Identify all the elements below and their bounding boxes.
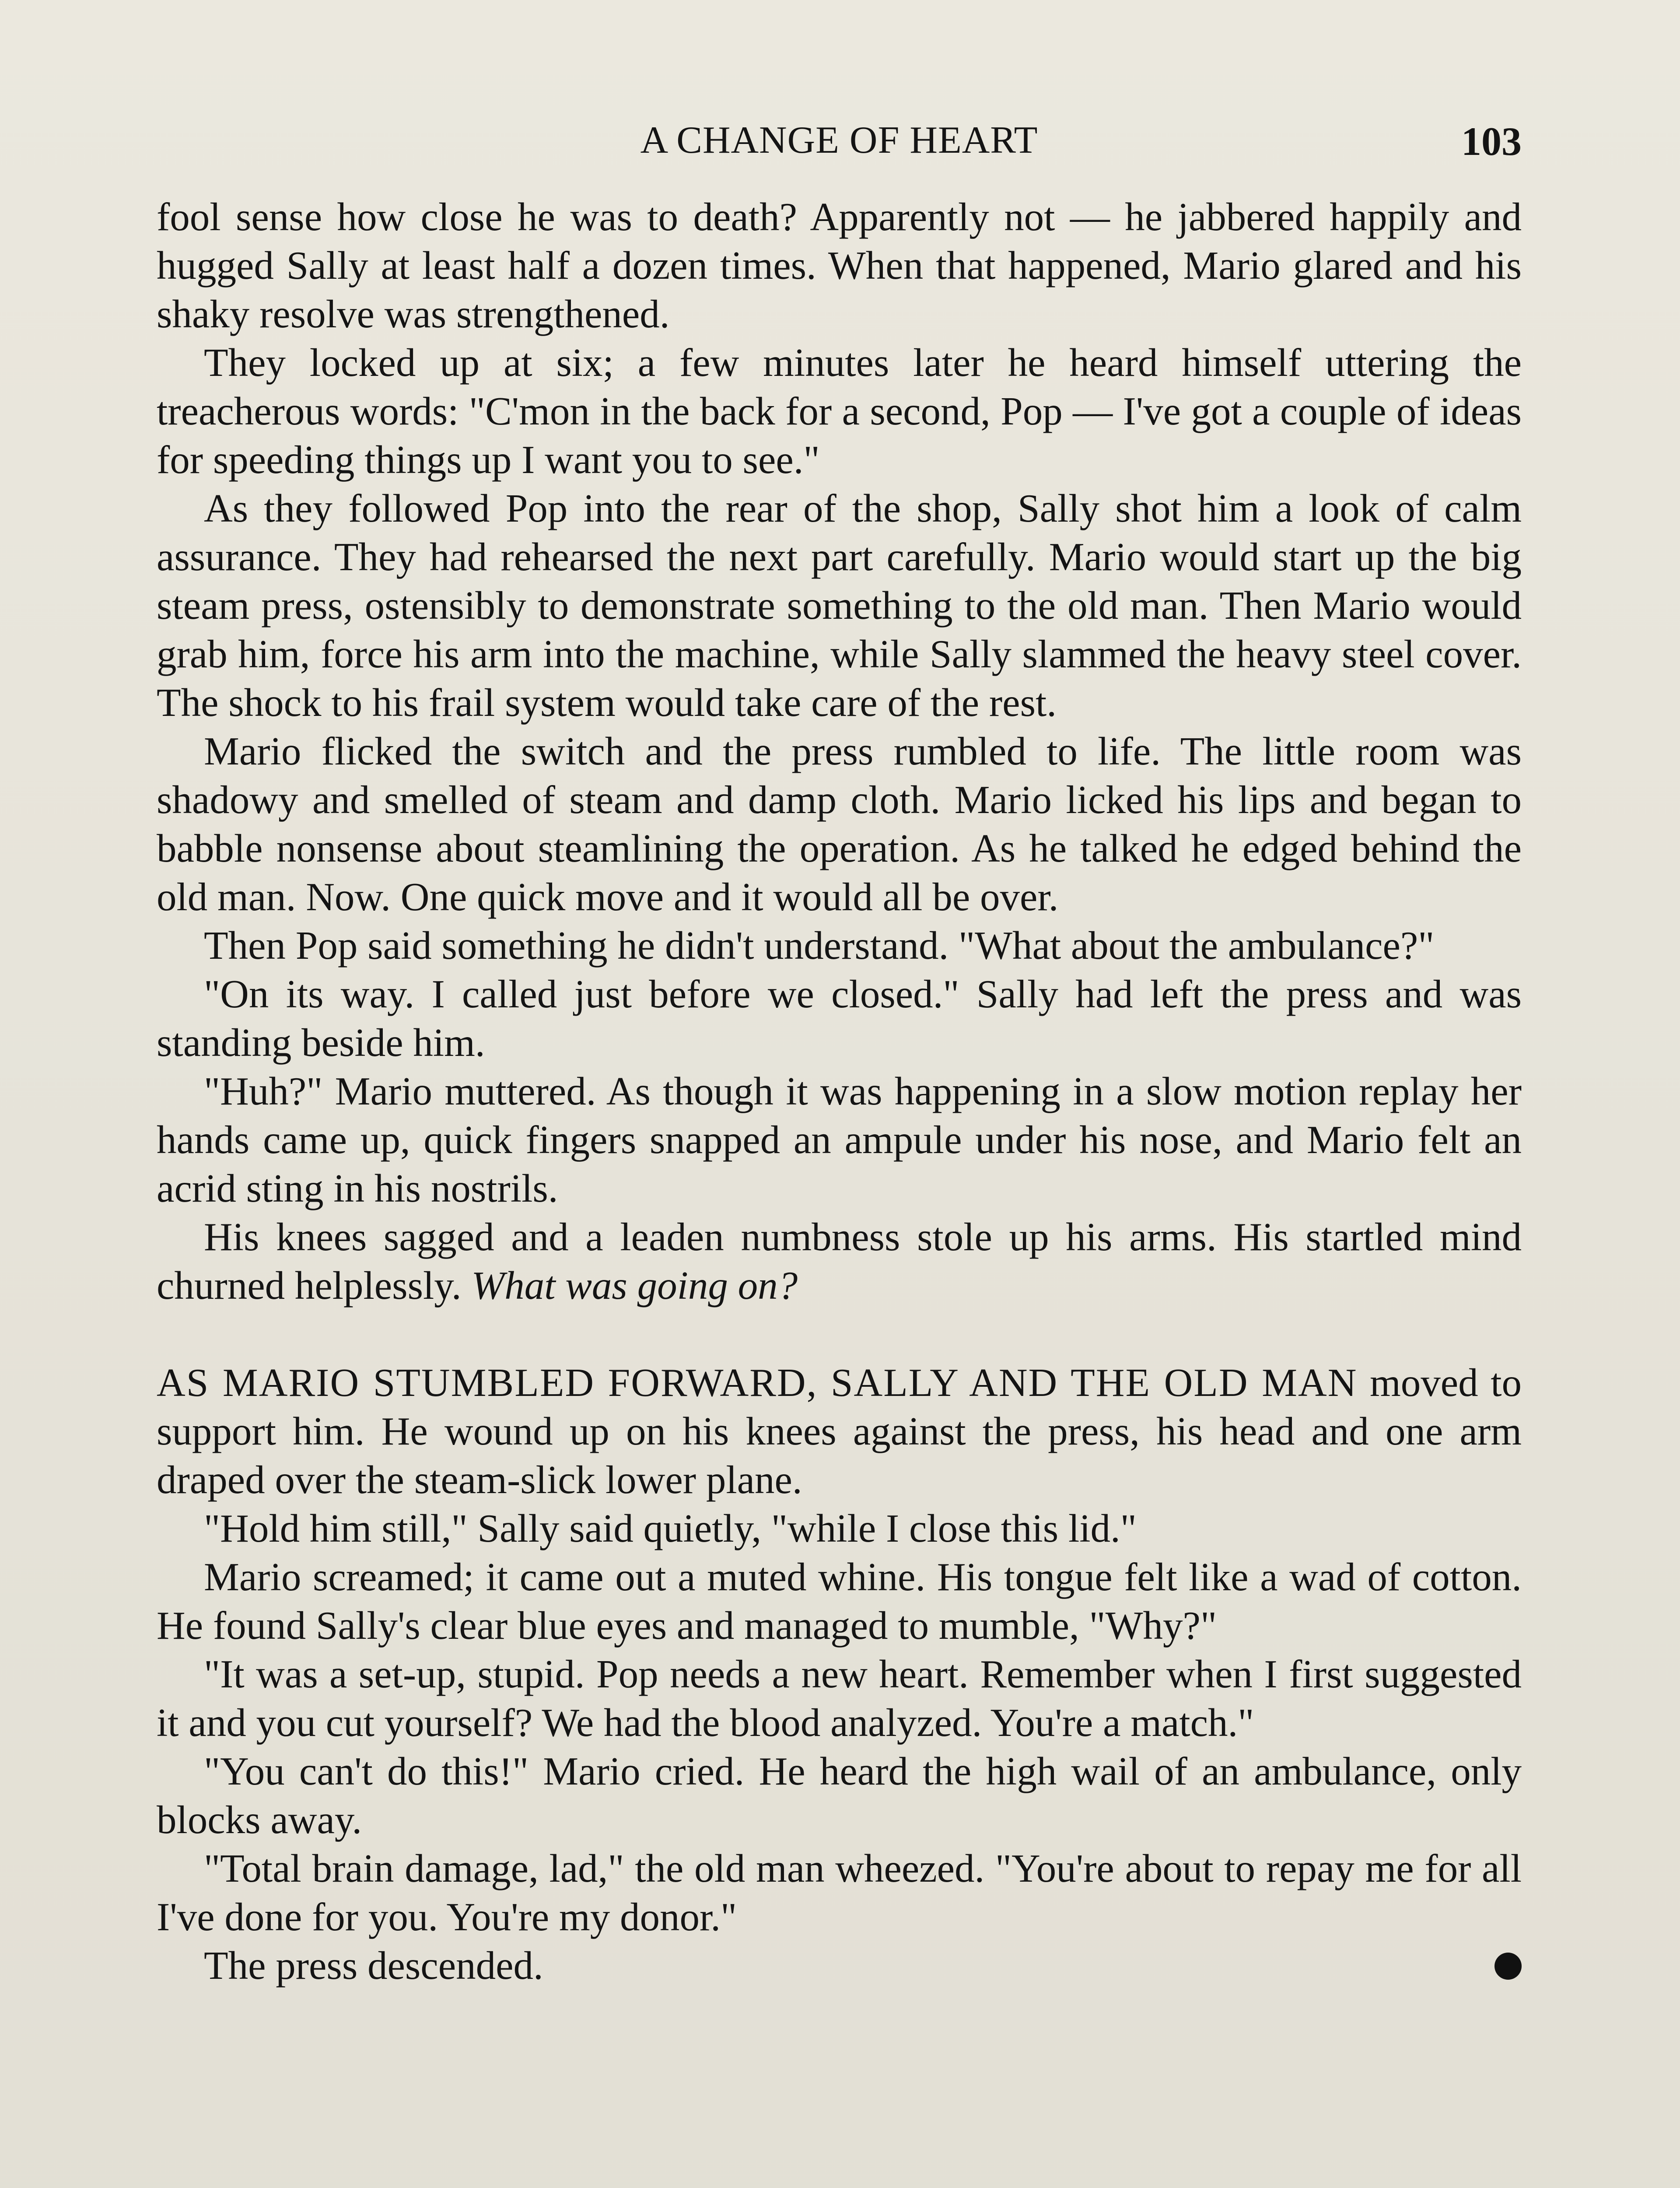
paragraph: Then Pop said something he didn't understand. "What about the ambulance?" <box>204 923 1435 968</box>
end-of-story-bullet-icon <box>1494 1953 1522 1980</box>
paragraph-text: The press descended. <box>204 1943 543 1988</box>
page-number: 103 <box>1461 119 1522 164</box>
small-caps-lead-in: AS MARIO STUMBLED FORWARD, SALLY AND THE OLD MAN <box>157 1360 1358 1405</box>
paragraph-text: moved to support him. He wound up on his knees against the press, his head and one arm draped over the steam-slick lower plane. <box>157 1360 1522 1502</box>
paragraph: "It was a set-up, stupid. Pop needs a new heart. Remember when I first suggested it and you cut yourself? We had the blood analyzed. You're a match." <box>157 1652 1522 1745</box>
paragraph: Mario screamed; it came out a muted whine. His tongue felt like a wad of cotton. He found Sally's clear blue eyes and managed to mumble, "Why?" <box>157 1555 1522 1648</box>
paragraph: fool sense how close he was to death? Apparently not — he jabbered happily and hugged Sally at least half a dozen times. When that happened, Mario glared and his shaky resolve was strengthened. <box>157 195 1522 336</box>
paragraph: "Hold him still," Sally said quietly, "while I close this lid." <box>204 1506 1137 1550</box>
paragraph: Mario flicked the switch and the press rumbled to life. The little room was shadowy and smelled of steam and damp cloth. Mario licked his lips and began to babble nonsense about steamlining the operation. As he talked he edged behind the old man. Now. One quick move and it would all be over. <box>157 729 1522 919</box>
story-text <box>157 193 1522 1990</box>
paragraph: "On its way. I called just before we closed." Sally had left the press and was standing beside him. <box>157 972 1522 1065</box>
section-opening-paragraph <box>157 1358 1522 1504</box>
paragraph: As they followed Pop into the rear of the shop, Sally shot him a look of calm assurance. They had rehearsed the next part carefully. Mario would start up the big steam press, ostensibly to demonstrate something to the old man. Then Mario would grab him, force his arm into the machine, while Sally slammed the heavy steel cover. The shock to his frail system would take care of the rest. <box>157 486 1522 725</box>
running-title: A CHANGE OF HEART <box>640 119 1038 161</box>
paragraph: "Huh?" Mario muttered. As though it was happening in a slow motion replay her hands came up, quick fingers snapped an ampule under his nose, and Mario felt an acrid sting in his nostrils. <box>157 1069 1522 1210</box>
running-head <box>157 118 1522 188</box>
paragraph <box>157 1213 1522 1310</box>
paragraph: They locked up at six; a few minutes later he heard himself uttering the treacherous words: "C'mon in the back for a second, Pop — I've got a couple of ideas for speeding things up I want you to see." <box>157 340 1522 482</box>
paragraph: "Total brain damage, lad," the old man wheezed. "You're about to repay me for all I've done for you. You're my donor." <box>157 1846 1522 1939</box>
paragraph: "You can't do this!" Mario cried. He heard the high wail of an ambulance, only blocks away. <box>157 1749 1522 1842</box>
italic-question: What was going on? <box>471 1263 798 1308</box>
final-paragraph <box>157 1941 1522 1990</box>
paragraph-text: His knees sagged and a leaden numbness stole up his arms. His startled mind churned helplessly. <box>157 1215 1522 1308</box>
